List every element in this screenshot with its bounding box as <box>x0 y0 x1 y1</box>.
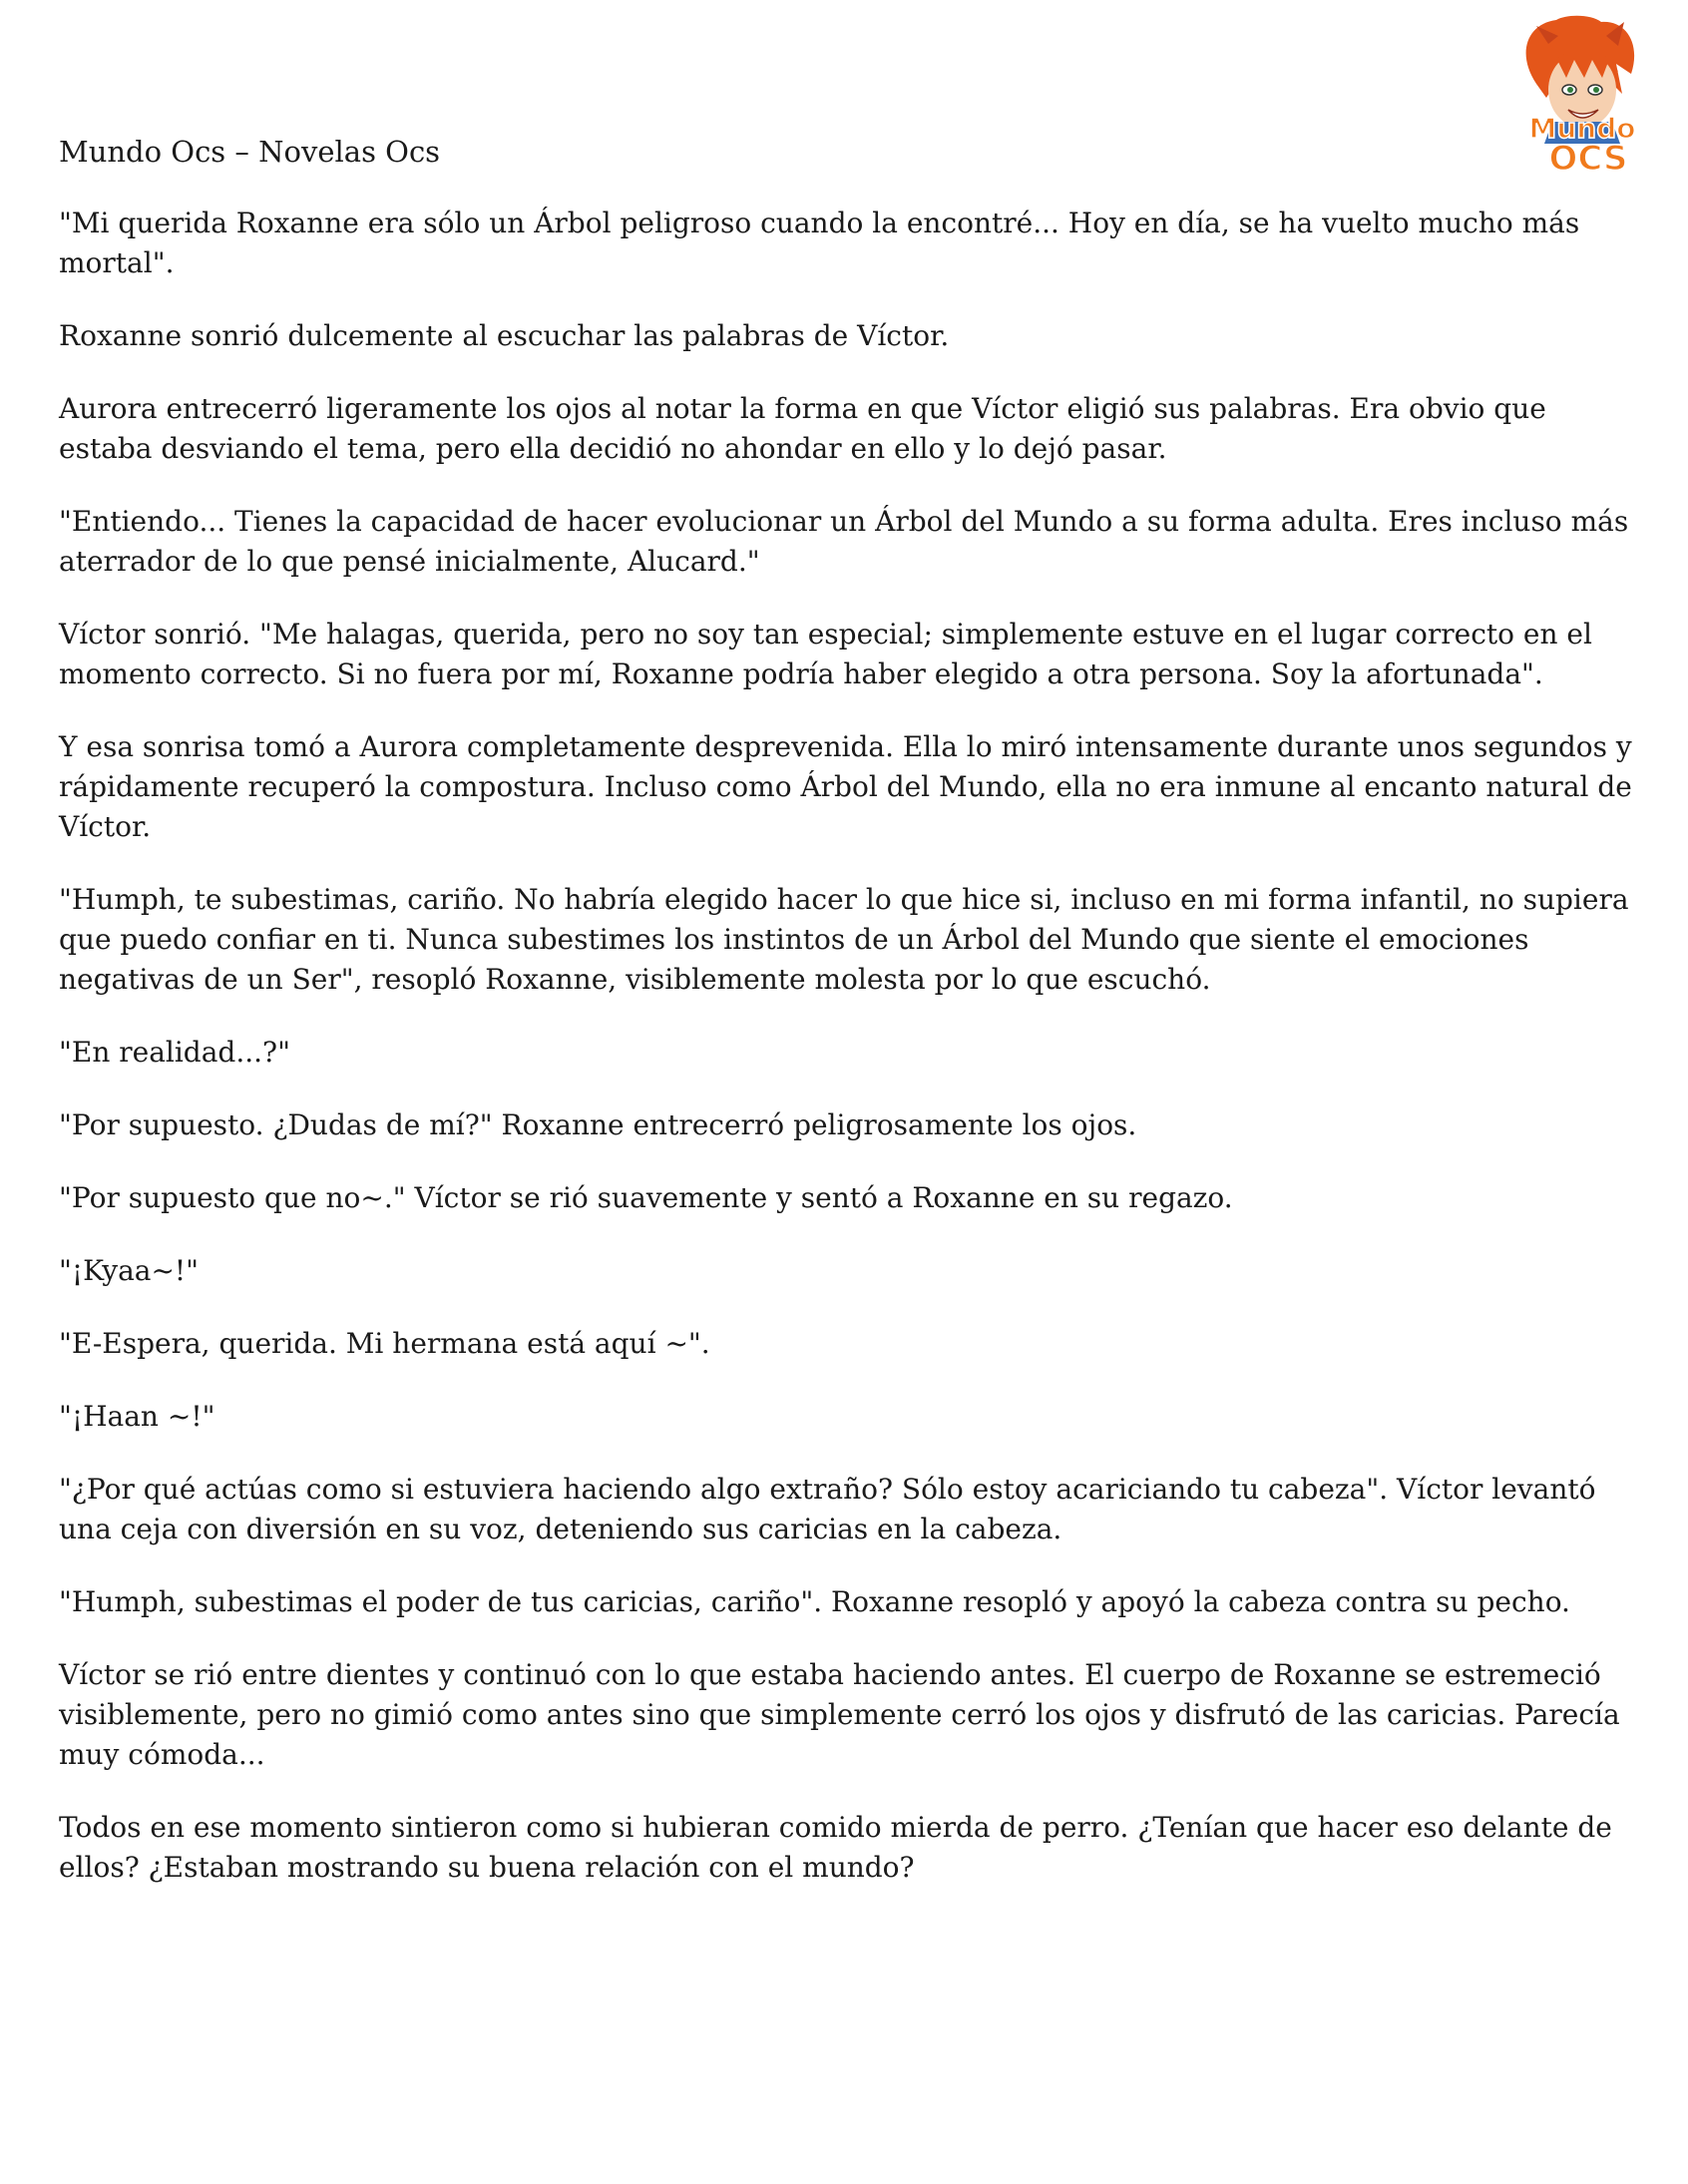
paragraph: "Entiendo... Tienes la capacidad de hacer evolucionar un Árbol del Mundo a su forma adulta. Eres incluso más aterrador de lo que pensé inicialmente, Alucard." <box>59 505 1629 578</box>
paragraph: "En realidad...?" <box>59 1036 290 1069</box>
paragraph: Y esa sonrisa tomó a Aurora completamente desprevenida. Ella lo miró intensamente durante unos segundos y rápidamente recuperó la compostura. Incluso como Árbol del Mundo, ella no era inmune al encanto natural de Víctor. <box>59 730 1632 843</box>
paragraph: "E-Espera, querida. Mi hermana está aquí ~". <box>59 1327 710 1360</box>
mundo-ocs-logo <box>1496 14 1668 174</box>
paragraph: Víctor se rió entre dientes y continuó con lo que estaba haciendo antes. El cuerpo de Roxanne se estremeció visiblemente, pero no gimió como antes sino que simplemente cerró los ojos y disfrutó de las caricias. Parecía muy cómoda... <box>59 1658 1620 1771</box>
paragraph: Todos en ese momento sintieron como si hubieran comido mierda de perro. ¿Tenían que hacer eso delante de ellos? ¿Estaban mostrando su buena relación con el mundo? <box>59 1811 1612 1884</box>
page-header: Mundo Ocs – Novelas Ocs <box>59 135 441 169</box>
logo-text-bottom: OCS <box>1548 139 1628 174</box>
document-body <box>59 204 1640 1921</box>
paragraph: "¿Por qué actúas como si estuviera haciendo algo extraño? Sólo estoy acariciando tu cabeza". Víctor levantó una ceja con diversión en su voz, deteniendo sus caricias en la cabeza. <box>59 1473 1596 1545</box>
paragraph: "Humph, te subestimas, cariño. No habría elegido hacer lo que hice si, incluso en mi forma infantil, no supiera que puedo confiar en ti. Nunca subestimes los instintos de un Árbol del Mundo que siente el emociones negativas de un Ser", resopló Roxanne, visiblemente molesta por lo que escuchó. <box>59 883 1629 996</box>
paragraph: "¡Haan ~!" <box>59 1400 215 1433</box>
paragraph: "Por supuesto que no~." Víctor se rió suavemente y sentó a Roxanne en su regazo. <box>59 1181 1233 1214</box>
paragraph: "Humph, subestimas el poder de tus caricias, cariño". Roxanne resopló y apoyó la cabeza contra su pecho. <box>59 1585 1570 1618</box>
paragraph: "¡Kyaa~!" <box>59 1254 200 1287</box>
mascot-logo-icon <box>1496 14 1668 174</box>
paragraph: Víctor sonrió. "Me halagas, querida, pero no soy tan especial; simplemente estuve en el lugar correcto en el momento correcto. Si no fuera por mí, Roxanne podría haber elegido a otra persona. Soy la afortunada". <box>59 618 1592 690</box>
paragraph: "Por supuesto. ¿Dudas de mí?" Roxanne entrecerró peligrosamente los ojos. <box>59 1108 1137 1141</box>
logo-text-top: Mundo <box>1528 112 1636 145</box>
paragraph: "Mi querida Roxanne era sólo un Árbol peligroso cuando la encontré... Hoy en día, se ha vuelto mucho más mortal". <box>59 207 1580 279</box>
paragraph: Aurora entrecerró ligeramente los ojos al notar la forma en que Víctor eligió sus palabras. Era obvio que estaba desviando el tema, pero ella decidió no ahondar en ello y lo dejó pasar. <box>59 392 1546 465</box>
paragraph: Roxanne sonrió dulcemente al escuchar las palabras de Víctor. <box>59 319 950 352</box>
